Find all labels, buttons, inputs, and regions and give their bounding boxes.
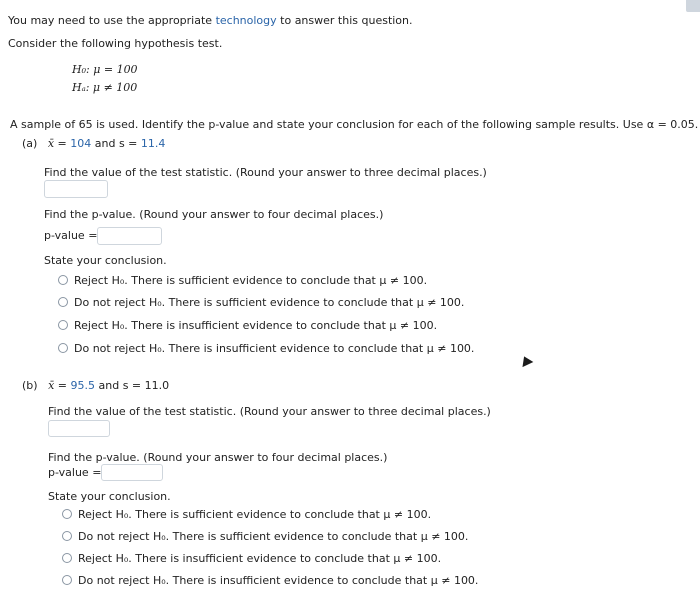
- part-b-and-s: and s =: [95, 379, 145, 392]
- part-b-option-4-radio[interactable]: [62, 575, 72, 585]
- part-b-option-4-label[interactable]: Do not reject H₀. There is insufficient evidence to conclude that μ ≠ 100.: [78, 574, 479, 587]
- part-a-xbar-prefix: x̄ =: [47, 137, 71, 150]
- part-b-option-3-radio[interactable]: [62, 553, 72, 563]
- part-b-option-3-label[interactable]: Reject H₀. There is insufficient evidence to conclude that μ ≠ 100.: [78, 552, 442, 565]
- part-a-option-1-radio[interactable]: [58, 275, 68, 285]
- part-a-option-3-label[interactable]: Reject H₀. There is insufficient evidence to conclude that μ ≠ 100.: [74, 319, 438, 332]
- part-a-test-stat-input[interactable]: [44, 180, 108, 198]
- part-b-s-value: 11.0: [144, 379, 170, 392]
- alt-hypothesis: Hₐ: μ ≠ 100: [72, 81, 138, 94]
- part-a-option-4-label[interactable]: Do not reject H₀. There is insufficient evidence to conclude that μ ≠ 100.: [74, 342, 475, 355]
- part-b-pvalue-input[interactable]: [101, 464, 163, 481]
- part-b-option-1-radio[interactable]: [62, 509, 72, 519]
- corner-tab: [686, 0, 700, 12]
- part-a-label: (a): [22, 137, 38, 150]
- part-a-s-value: 11.4: [140, 137, 166, 150]
- consider-text: Consider the following hypothesis test.: [8, 37, 223, 50]
- part-b-pvalue-label: p-value =: [48, 466, 102, 479]
- part-a-pvalue-label: p-value =: [44, 229, 98, 242]
- part-a-pvalue-input[interactable]: [97, 227, 162, 245]
- part-b-test-stat-prompt: Find the value of the test statistic. (Round your answer to three decimal places.): [48, 405, 491, 418]
- intro-text: [8, 14, 413, 27]
- part-a-option-3-radio[interactable]: [58, 320, 68, 330]
- part-b-header: [22, 379, 169, 392]
- sample-statement: A sample of 65 is used. Identify the p-value and state your conclusion for each of the following sample results. Use α = 0.05.: [10, 118, 699, 131]
- part-b-xbar-prefix: x̄ =: [48, 379, 71, 392]
- part-b-test-stat-input[interactable]: [48, 420, 110, 437]
- technology-link[interactable]: technology: [215, 14, 277, 27]
- part-a-pvalue-prompt: Find the p-value. (Round your answer to four decimal places.): [44, 208, 384, 221]
- part-a-conclusion-prompt: State your conclusion.: [44, 254, 167, 267]
- part-a-option-2-label[interactable]: Do not reject H₀. There is sufficient evidence to conclude that μ ≠ 100.: [74, 296, 465, 309]
- part-a-and-s: and s =: [91, 137, 141, 150]
- part-b-pvalue-prompt: Find the p-value. (Round your answer to four decimal places.): [48, 451, 388, 464]
- part-b-conclusion-prompt: State your conclusion.: [48, 490, 171, 503]
- intro-prefix: You may need to use the appropriate: [8, 14, 216, 27]
- part-a-option-4-radio[interactable]: [58, 343, 68, 353]
- part-b-label: (b): [22, 379, 38, 392]
- part-a-option-2-radio[interactable]: [58, 297, 68, 307]
- part-a-option-1-label[interactable]: Reject H₀. There is sufficient evidence to conclude that μ ≠ 100.: [74, 274, 428, 287]
- part-b-xbar-value: 95.5: [70, 379, 95, 392]
- part-b-option-1-label[interactable]: Reject H₀. There is sufficient evidence to conclude that μ ≠ 100.: [78, 508, 432, 521]
- null-hypothesis: H₀: μ = 100: [72, 63, 138, 76]
- intro-suffix: to answer this question.: [276, 14, 413, 27]
- part-a-header: [22, 137, 165, 150]
- part-a-xbar-value: 104: [70, 137, 92, 150]
- part-a-test-stat-prompt: Find the value of the test statistic. (Round your answer to three decimal places.): [44, 166, 487, 179]
- part-b-option-2-radio[interactable]: [62, 531, 72, 541]
- part-b-option-2-label[interactable]: Do not reject H₀. There is sufficient evidence to conclude that μ ≠ 100.: [78, 530, 469, 543]
- mouse-cursor-icon: [519, 354, 534, 367]
